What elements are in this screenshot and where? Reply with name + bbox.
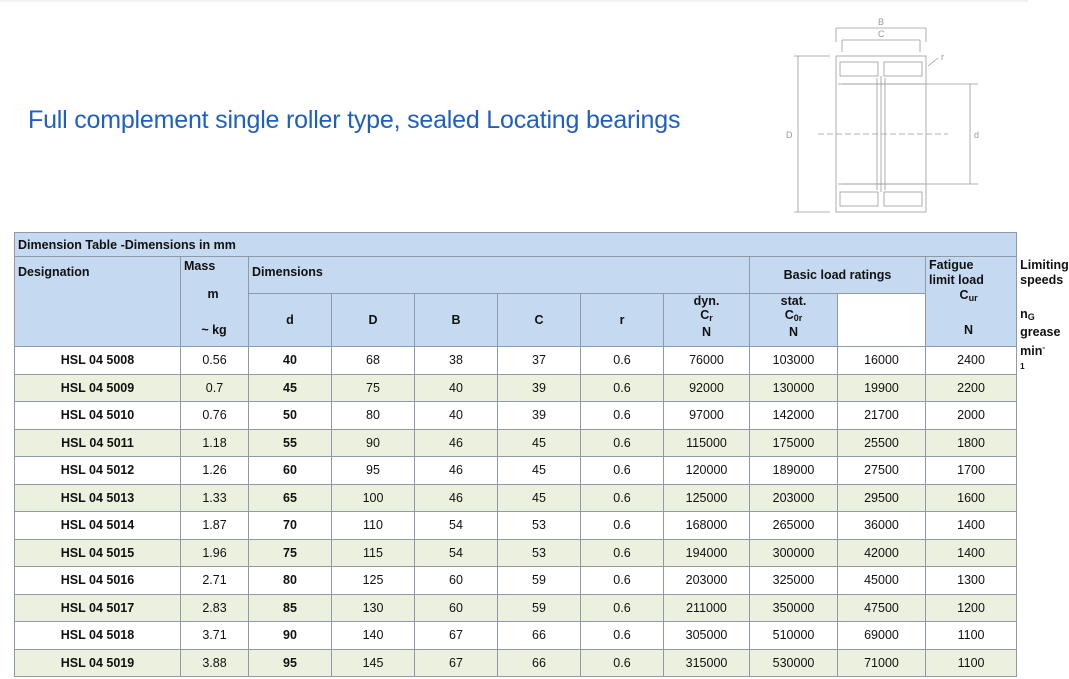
- cell-dyn: 194000: [664, 539, 750, 567]
- cell-mass: 1.18: [181, 429, 249, 457]
- cell-speed: 1100: [926, 649, 1017, 677]
- cell-C: 66: [498, 622, 581, 650]
- cell-mass: 3.71: [181, 622, 249, 650]
- cell-stat: 530000: [750, 649, 838, 677]
- mass-label: Mass: [184, 259, 216, 273]
- cell-d: 90: [249, 622, 332, 650]
- header-r: r: [581, 294, 664, 347]
- cell-C: 53: [498, 512, 581, 540]
- cell-designation: HSL 04 5015: [15, 539, 181, 567]
- cell-d: 45: [249, 374, 332, 402]
- cell-C: 45: [498, 429, 581, 457]
- cell-d: 95: [249, 649, 332, 677]
- cell-mass: 1.26: [181, 457, 249, 485]
- header-designation: Designation: [15, 257, 181, 347]
- cell-speed: 1400: [926, 512, 1017, 540]
- cell-B: 60: [415, 594, 498, 622]
- fatigue-unit: N: [964, 323, 974, 337]
- cell-fatigue: 25500: [838, 429, 926, 457]
- cell-mass: 0.76: [181, 402, 249, 430]
- cell-C: 59: [498, 594, 581, 622]
- cell-r: 0.6: [581, 622, 664, 650]
- cell-fatigue: 45000: [838, 567, 926, 595]
- cell-speed: 1300: [926, 567, 1017, 595]
- cell-D: 100: [332, 484, 415, 512]
- table-row: [15, 484, 1017, 512]
- table-row: [15, 512, 1017, 540]
- cell-speed: 2200: [926, 374, 1017, 402]
- bearing-drawing: [778, 14, 980, 224]
- table-row: [15, 649, 1017, 677]
- cell-fatigue: 71000: [838, 649, 926, 677]
- cell-d: 50: [249, 402, 332, 430]
- cell-designation: HSL 04 5011: [15, 429, 181, 457]
- cell-d: 60: [249, 457, 332, 485]
- cell-B: 54: [415, 512, 498, 540]
- cell-mass: 2.83: [181, 594, 249, 622]
- cell-D: 110: [332, 512, 415, 540]
- cell-C: 39: [498, 402, 581, 430]
- header-C: C: [498, 294, 581, 347]
- cell-D: 145: [332, 649, 415, 677]
- cell-stat: 103000: [750, 347, 838, 375]
- cell-stat: 510000: [750, 622, 838, 650]
- cell-fatigue: 19900: [838, 374, 926, 402]
- cell-speed: 1600: [926, 484, 1017, 512]
- header-stat: stat. $C_{0r}$ N: [750, 294, 838, 347]
- header-d: d: [249, 294, 332, 347]
- cell-C: 37: [498, 347, 581, 375]
- drawing-label-r: r: [941, 52, 944, 62]
- cell-r: 0.6: [581, 567, 664, 595]
- cell-designation: HSL 04 5009: [15, 374, 181, 402]
- cell-designation: HSL 04 5018: [15, 622, 181, 650]
- cell-stat: 130000: [750, 374, 838, 402]
- cell-mass: 1.87: [181, 512, 249, 540]
- cell-B: 60: [415, 567, 498, 595]
- cell-speed: 2000: [926, 402, 1017, 430]
- cell-r: 0.6: [581, 539, 664, 567]
- cell-speed: 2400: [926, 347, 1017, 375]
- cell-B: 46: [415, 484, 498, 512]
- cell-B: 40: [415, 402, 498, 430]
- fatigue-line2: limit load: [929, 273, 984, 287]
- cell-fatigue: 69000: [838, 622, 926, 650]
- fatigue-symbol: $C_{ur}$: [959, 288, 978, 303]
- cell-mass: 0.7: [181, 374, 249, 402]
- dimension-table: Dimension Table -Dimensions in mm Designation Mass m ~ kg Dimensions Basic load ratings Fatigue limit load $C_{ur}$ N Limiting speeds $n_G$ grease $\min^{-1}$ d D B C r dyn. $C_r$ N stat. $C_{0r}$ N HSL 04 5008 0.56 40 68 38 37 0.6 76000 103000 16000 2400 HSL 04 5009 0.7 45 75 40 39 0.6 92000 130000 19900 2200 HSL 04 5010 0.76 50 80 40 39 0.6 97000 142000 21700 2000 HSL 04 5011 1.18 55 90 46 45 0.6 115000 175000 25500 1800 HSL 04 5012 1.26 60 95 46 45 0.6 120000 189000 27500 1700 HSL 04 5013 1.33 65 100 46 45 0.6 125000 203000 29500 1600 HSL 04 5014 1.87 70 110 54 53 0.6 168000 265000 36000 1400 HSL 04 5015 1.96 75 115 54 53 0.6 194000 300000 42000 1400 HSL 04 5016 2.71 80 125 60 59 0.6 203000 325000 45000 1300 HSL 04 5017 2.83 85 130 60 59 0.6 211000 350000 47500 1200 HSL 04 5018 3.71 90 140 67 66 0.6 305000 510000 69000 1100 HSL 04 5019 3.88 95 145 67 66 0.6 315000 530000 71000 1100: [14, 232, 1017, 677]
- cell-fatigue: 21700: [838, 402, 926, 430]
- table-row: [15, 429, 1017, 457]
- cell-designation: HSL 04 5016: [15, 567, 181, 595]
- cell-r: 0.6: [581, 484, 664, 512]
- cell-D: 140: [332, 622, 415, 650]
- cell-designation: HSL 04 5017: [15, 594, 181, 622]
- cell-fatigue: 47500: [838, 594, 926, 622]
- cell-designation: HSL 04 5008: [15, 347, 181, 375]
- cell-stat: 300000: [750, 539, 838, 567]
- cell-designation: HSL 04 5012: [15, 457, 181, 485]
- table-row: [15, 622, 1017, 650]
- header-dimensions: Dimensions: [249, 257, 750, 294]
- drawing-label-B: B: [878, 17, 885, 27]
- cell-dyn: 120000: [664, 457, 750, 485]
- cell-dyn: 168000: [664, 512, 750, 540]
- header-dyn: dyn. $C_r$ N: [664, 294, 750, 347]
- table-caption: Dimension Table -Dimensions in mm: [15, 233, 1017, 257]
- cell-designation: HSL 04 5010: [15, 402, 181, 430]
- cell-stat: 189000: [750, 457, 838, 485]
- cell-stat: 350000: [750, 594, 838, 622]
- cell-speed: 1200: [926, 594, 1017, 622]
- cell-d: 80: [249, 567, 332, 595]
- cell-speed: 1400: [926, 539, 1017, 567]
- cell-B: 67: [415, 622, 498, 650]
- table-row: [15, 567, 1017, 595]
- cell-dyn: 125000: [664, 484, 750, 512]
- cell-stat: 325000: [750, 567, 838, 595]
- cell-speed: 1800: [926, 429, 1017, 457]
- cell-r: 0.6: [581, 649, 664, 677]
- cell-mass: 1.33: [181, 484, 249, 512]
- cell-stat: 142000: [750, 402, 838, 430]
- cell-stat: 203000: [750, 484, 838, 512]
- cell-C: 66: [498, 649, 581, 677]
- cell-dyn: 211000: [664, 594, 750, 622]
- cell-B: 38: [415, 347, 498, 375]
- cell-D: 115: [332, 539, 415, 567]
- mass-symbol: m: [207, 287, 219, 301]
- cell-designation: HSL 04 5013: [15, 484, 181, 512]
- cell-stat: 175000: [750, 429, 838, 457]
- cell-mass: 2.71: [181, 567, 249, 595]
- cell-speed: 1700: [926, 457, 1017, 485]
- header-fatigue: [926, 257, 1017, 347]
- cell-d: 75: [249, 539, 332, 567]
- header-D: D: [332, 294, 415, 347]
- table-row: [15, 539, 1017, 567]
- cell-D: 130: [332, 594, 415, 622]
- header-basic-load: Basic load ratings: [750, 257, 926, 294]
- cell-mass: 1.96: [181, 539, 249, 567]
- drawing-label-d: d: [974, 130, 980, 140]
- header-B: B: [415, 294, 498, 347]
- cell-D: 68: [332, 347, 415, 375]
- cell-fatigue: 16000: [838, 347, 926, 375]
- cell-B: 54: [415, 539, 498, 567]
- cell-dyn: 115000: [664, 429, 750, 457]
- cell-d: 40: [249, 347, 332, 375]
- cell-D: 90: [332, 429, 415, 457]
- table-row: [15, 374, 1017, 402]
- table-row: [15, 347, 1017, 375]
- cell-d: 55: [249, 429, 332, 457]
- cell-d: 85: [249, 594, 332, 622]
- cell-C: 45: [498, 457, 581, 485]
- table-body: [15, 347, 1017, 677]
- cell-D: 95: [332, 457, 415, 485]
- cell-dyn: 92000: [664, 374, 750, 402]
- cell-r: 0.6: [581, 512, 664, 540]
- cell-dyn: 203000: [664, 567, 750, 595]
- cell-mass: 3.88: [181, 649, 249, 677]
- page-title: Full complement single roller type, sealed Locating bearings: [28, 106, 681, 134]
- cell-dyn: 305000: [664, 622, 750, 650]
- cell-r: 0.6: [581, 374, 664, 402]
- cell-r: 0.6: [581, 402, 664, 430]
- cell-fatigue: 42000: [838, 539, 926, 567]
- cell-d: 70: [249, 512, 332, 540]
- cell-D: 125: [332, 567, 415, 595]
- cell-designation: HSL 04 5014: [15, 512, 181, 540]
- cell-r: 0.6: [581, 457, 664, 485]
- top-divider: [0, 0, 1028, 2]
- drawing-label-C: C: [878, 29, 885, 39]
- cell-D: 75: [332, 374, 415, 402]
- cell-r: 0.6: [581, 429, 664, 457]
- cell-dyn: 76000: [664, 347, 750, 375]
- cell-C: 39: [498, 374, 581, 402]
- cell-B: 46: [415, 429, 498, 457]
- cell-B: 67: [415, 649, 498, 677]
- cell-designation: HSL 04 5019: [15, 649, 181, 677]
- cell-B: 46: [415, 457, 498, 485]
- drawing-label-D: D: [786, 130, 793, 140]
- fatigue-line1: Fatigue: [929, 258, 974, 272]
- cell-D: 80: [332, 402, 415, 430]
- cell-C: 59: [498, 567, 581, 595]
- cell-stat: 265000: [750, 512, 838, 540]
- table-row: [15, 594, 1017, 622]
- cell-r: 0.6: [581, 594, 664, 622]
- table-row: [15, 457, 1017, 485]
- cell-speed: 1100: [926, 622, 1017, 650]
- cell-dyn: 97000: [664, 402, 750, 430]
- cell-C: 45: [498, 484, 581, 512]
- header-mass: [181, 257, 249, 347]
- cell-fatigue: 27500: [838, 457, 926, 485]
- cell-C: 53: [498, 539, 581, 567]
- cell-fatigue: 29500: [838, 484, 926, 512]
- cell-r: 0.6: [581, 347, 664, 375]
- cell-fatigue: 36000: [838, 512, 926, 540]
- cell-mass: 0.56: [181, 347, 249, 375]
- cell-d: 65: [249, 484, 332, 512]
- mass-unit: ~ kg: [201, 323, 227, 337]
- cell-B: 40: [415, 374, 498, 402]
- cell-dyn: 315000: [664, 649, 750, 677]
- table-row: [15, 402, 1017, 430]
